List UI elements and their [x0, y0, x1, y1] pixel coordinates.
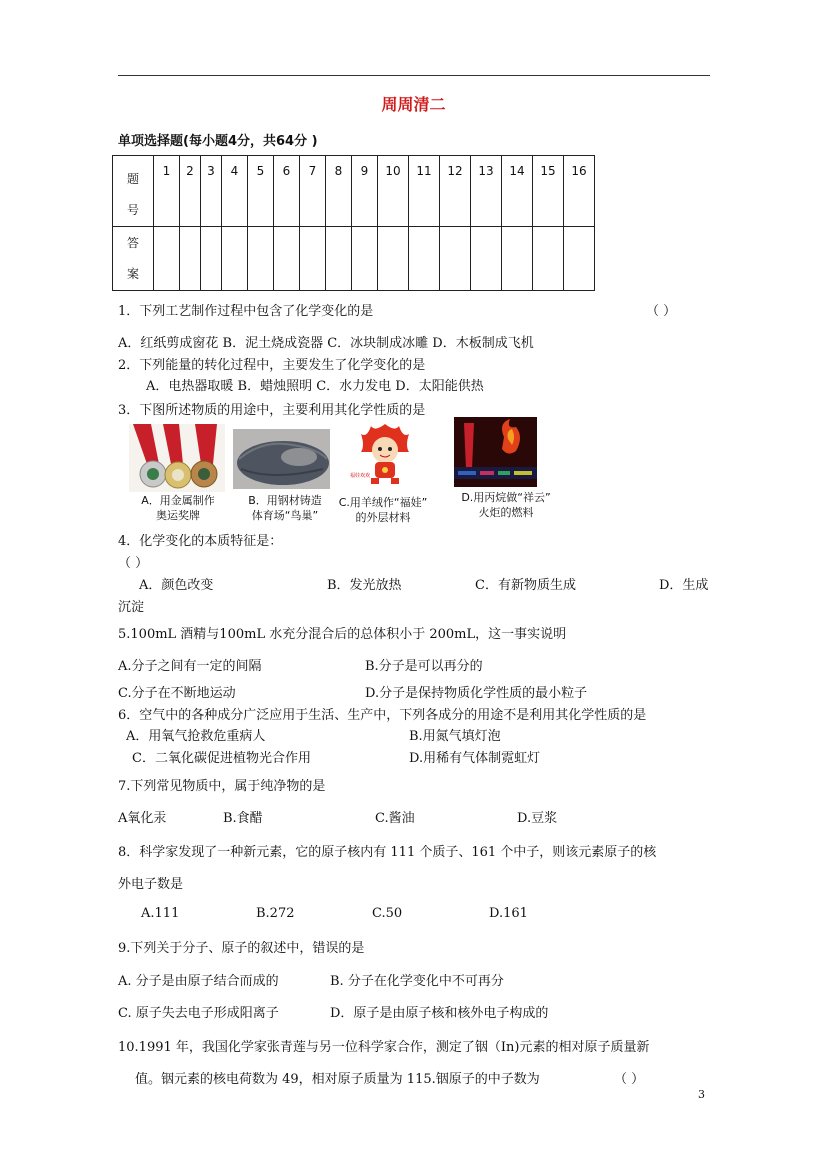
q7-option-d: D.豆浆 [517, 811, 558, 826]
answer-cell[interactable] [564, 227, 595, 291]
answer-cell[interactable] [201, 227, 222, 291]
question-number-cell: 15 [533, 156, 564, 227]
q8-option-c: C.50 [372, 906, 403, 921]
answer-cell[interactable] [440, 227, 471, 291]
q9-option-d: D．原子是由原子核和核外电子构成的 [330, 1006, 549, 1021]
question-number-cell: 6 [274, 156, 300, 227]
q5-option-a: A.分子之间有一定的间隔 [118, 659, 262, 674]
q9-stem: 9.下列关于分子、原子的叙述中，错误的是 [118, 941, 365, 956]
answer-cell[interactable] [471, 227, 502, 291]
top-rule [118, 75, 710, 76]
question-number-cell: 3 [201, 156, 222, 227]
question-number-cell: 7 [300, 156, 326, 227]
answer-table-answer-row [113, 227, 595, 291]
olympic-medals-image [129, 424, 225, 492]
page-title: 周周清二 [381, 95, 446, 114]
q9-option-b: B. 分子在化学变化中不可再分 [330, 974, 504, 989]
torch-image [454, 417, 537, 487]
q4-option-b: B．发光放热 [327, 578, 402, 593]
answer-cell[interactable] [352, 227, 378, 291]
answer-cell[interactable] [248, 227, 274, 291]
q4-stem: 4．化学变化的本质特征是： [118, 534, 283, 549]
q5-option-b: B.分子是可以再分的 [365, 659, 483, 674]
q1-options: A．红纸剪成窗花 B．泥土烧成瓷器 C．冰块制成冰雕 D．木板制成飞机 [118, 336, 534, 351]
answer-table [112, 155, 595, 291]
answer-cell[interactable] [378, 227, 409, 291]
question-number-cell: 14 [502, 156, 533, 227]
question-number-cell: 5 [248, 156, 274, 227]
q4-option-d: D．生成 [659, 578, 709, 593]
question-number-cell: 12 [440, 156, 471, 227]
question-number-cell: 4 [222, 156, 248, 227]
q4-option-d-continued: 沉淀 [118, 600, 145, 615]
q6-stem: 6．空气中的各种成分广泛应用于生活、生产中，下列各成分的用途不是利用其化学性质的是 [118, 708, 647, 723]
q3-stem: 3．下图所述物质的用途中，主要利用其化学性质的是 [118, 403, 426, 418]
q4-option-a: A．颜色改变 [139, 578, 214, 593]
q4-option-c: C．有新物质生成 [475, 578, 576, 593]
answer-table-number-row [113, 156, 595, 227]
q7-option-c: C.酱油 [375, 811, 415, 826]
q8-option-a: A.111 [141, 906, 180, 921]
question-number-cell: 2 [180, 156, 201, 227]
q10-stem-continued: 值。铟元素的核电荷数为 49，相对原子质量为 115.铟原子的中子数为 [135, 1072, 540, 1087]
mascot-label: 福娃欢欢 [350, 473, 371, 479]
q8-option-b: B.272 [256, 906, 295, 921]
q8-stem-continued: 外电子数是 [118, 877, 184, 892]
question-number-cell: 16 [564, 156, 595, 227]
q5-option-d: D.分子是保持物质化学性质的最小粒子 [365, 686, 588, 701]
q5-stem: 5.100mL 酒精与100mL 水充分混合后的总体积小于 200mL，这一事实说明 [118, 627, 567, 642]
q3-caption-b: B．用钢材铸造 体育场“鸟巢” [248, 494, 322, 522]
q6-option-a: A．用氧气抢救危重病人 [126, 729, 266, 744]
q6-option-b: B.用氮气填灯泡 [409, 729, 501, 744]
q10-stem: 10.1991 年，我国化学家张青莲与另一位科学家合作，测定了铟（In)元素的相对原子质量新 [118, 1040, 650, 1055]
q6-option-d: D.用稀有气体制霓虹灯 [409, 751, 541, 766]
answer-cell[interactable] [180, 227, 201, 291]
q3-caption-a: A．用金属制作 奥运奖牌 [141, 494, 215, 522]
q1-answer-paren: （ ） [646, 304, 677, 319]
question-number-cell: 8 [326, 156, 352, 227]
question-number-cell: 9 [352, 156, 378, 227]
answer-cell[interactable] [502, 227, 533, 291]
question-number-cell: 10 [378, 156, 409, 227]
q9-option-a: A. 分子是由原子结合而成的 [118, 974, 279, 989]
q3-caption-c: C.用羊绒作“福娃” 的外层材料 [338, 496, 428, 524]
answer-cell[interactable] [326, 227, 352, 291]
answer-cell[interactable] [222, 227, 248, 291]
q7-stem: 7.下列常见物质中，属于纯净物的是 [118, 779, 326, 794]
answer-cell[interactable] [274, 227, 300, 291]
q1-stem: 1．下列工艺制作过程中包含了化学变化的是 [118, 304, 374, 319]
q9-option-c: C. 原子失去电子形成阳离子 [118, 1006, 279, 1021]
question-number-cell: 11 [409, 156, 440, 227]
q7-option-b: B.食醋 [223, 811, 263, 826]
q3-caption-d: D.用丙烷做“祥云” 火炬的燃料 [461, 491, 551, 519]
answer-cell[interactable] [533, 227, 564, 291]
q2-stem: 2．下列能量的转化过程中，主要发生了化学变化的是 [118, 358, 426, 373]
table-header-daan: 答 案 [113, 227, 154, 291]
q6-option-c: C．二氧化碳促进植物光合作用 [132, 751, 311, 766]
fuwa-mascot-image [350, 422, 413, 492]
q8-option-d: D.161 [489, 906, 528, 921]
q5-option-c: C.分子在不断地运动 [118, 686, 236, 701]
page-number: 3 [698, 1088, 705, 1101]
q2-options: A．电热器取暖 B．蜡烛照明 C．水力发电 D．太阳能供热 [146, 379, 484, 394]
q4-answer-paren: （ ） [118, 556, 149, 571]
q8-stem: 8．科学家发现了一种新元素，它的原子核内有 111 个质子、161 个中子，则该元素原子的核 [118, 845, 657, 860]
q7-option-a: A氧化汞 [118, 811, 167, 826]
answer-cell[interactable] [409, 227, 440, 291]
question-number-cell: 1 [154, 156, 180, 227]
section-heading: 单项选择题(每小题4分，共64分 ) [118, 134, 318, 149]
answer-cell[interactable] [300, 227, 326, 291]
table-header-tihao: 题 号 [113, 156, 154, 227]
answer-cell[interactable] [154, 227, 180, 291]
birds-nest-stadium-image [233, 429, 330, 489]
question-number-cell: 13 [471, 156, 502, 227]
q10-answer-paren: （ ） [614, 1072, 645, 1087]
